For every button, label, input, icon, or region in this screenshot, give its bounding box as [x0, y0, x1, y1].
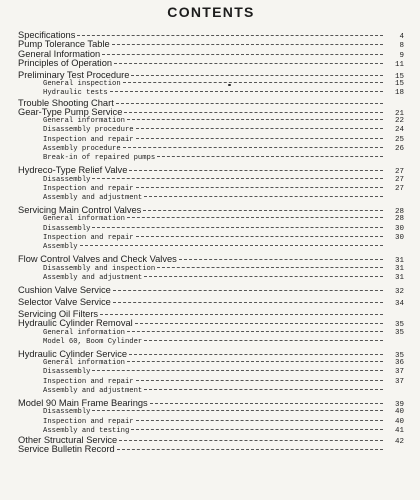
- toc-entry-label: Trouble Shooting Chart: [18, 97, 114, 108]
- dot-leader: [110, 90, 383, 92]
- toc-page-number: 40: [394, 408, 404, 417]
- toc-subentry: [18, 408, 404, 417]
- toc-entry: [18, 71, 404, 80]
- dot-leader: [92, 369, 383, 371]
- toc-entry-label: Assembly and adjustment: [43, 386, 143, 395]
- dot-leader: [157, 266, 383, 268]
- toc-subentry: [18, 136, 404, 145]
- dot-leader: [136, 137, 383, 139]
- toc-entry: [18, 298, 404, 307]
- dot-leader: [114, 62, 383, 64]
- dot-leader: [136, 235, 383, 237]
- toc-entry-label: Servicing Oil Filters: [18, 309, 99, 320]
- toc-page-number: 37: [394, 377, 404, 386]
- toc-page-number: 35: [394, 351, 404, 360]
- dot-leader: [135, 322, 383, 324]
- toc-page-number: 30: [394, 233, 404, 242]
- toc-page-number: 31: [394, 257, 404, 266]
- toc-entry-label: Break-in of repaired pumps: [43, 154, 156, 163]
- toc-entry-label: Assembly procedure: [43, 144, 121, 153]
- dot-leader: [136, 419, 383, 421]
- toc-subentry: [18, 338, 404, 347]
- toc-page-number: 27: [394, 175, 404, 184]
- dot-leader: [102, 53, 383, 55]
- toc-entry-label: Assembly and adjustment: [43, 194, 143, 203]
- dot-leader: [150, 402, 383, 404]
- toc-page-number: 35: [394, 321, 404, 330]
- page-title: CONTENTS: [167, 4, 255, 20]
- dot-leader: [113, 289, 383, 291]
- toc-entry-label: Disassembly: [43, 408, 91, 417]
- toc-entry-label: Other Structural Service: [18, 435, 118, 446]
- dot-leader: [127, 118, 383, 120]
- dot-leader: [136, 379, 383, 381]
- toc-entry-label: Inspection and repair: [43, 417, 134, 426]
- toc-entry-label: General Information: [18, 48, 101, 59]
- toc-entry-label: Disassembly and inspection: [43, 264, 156, 273]
- toc-page-number: 15: [394, 72, 404, 81]
- dot-leader: [112, 43, 383, 45]
- dot-leader: [113, 301, 383, 303]
- toc-entry-label: Cushion Valve Service: [18, 284, 111, 295]
- dot-leader: [80, 244, 383, 246]
- toc-entry-label: Servicing Main Control Valves: [18, 205, 142, 216]
- toc-page-number: 9: [399, 51, 404, 60]
- toc-subentry: [18, 234, 404, 243]
- print-speck: [228, 84, 231, 86]
- toc-subentry: [18, 359, 404, 368]
- dot-leader: [144, 195, 383, 197]
- toc-page-number: 26: [394, 144, 404, 153]
- toc-entry-label: Principles of Operation: [18, 57, 113, 68]
- toc-entry-label: General information: [43, 117, 125, 126]
- toc-page-number: 35: [394, 328, 404, 337]
- toc-subentry: [18, 418, 404, 427]
- toc-entry-label: Assembly and adjustment: [43, 273, 143, 282]
- toc-entry-label: Hydraulic Cylinder Removal: [18, 318, 133, 329]
- dot-leader: [124, 111, 383, 113]
- toc-page-number: 28: [394, 208, 404, 217]
- toc-page-number: 21: [394, 109, 404, 118]
- toc-entry-label: Gear-Type Pump Service: [18, 106, 123, 117]
- toc-entry-label: Model 90 Main Frame Bearings: [18, 398, 148, 408]
- toc-entry-label: Hydraulic tests: [43, 89, 108, 98]
- toc-page-number: 37: [394, 368, 404, 377]
- toc-subentry: [18, 243, 404, 252]
- toc-page-number: 40: [394, 417, 404, 426]
- toc-entry-label: Hydraulic Cylinder Service: [18, 348, 128, 359]
- toc-page-number: 25: [394, 135, 404, 144]
- dot-leader: [179, 258, 383, 260]
- toc-page-number: 15: [394, 80, 404, 89]
- dot-leader: [127, 216, 383, 218]
- toc-subentry: [18, 80, 404, 89]
- toc-page-number: 4: [399, 33, 404, 41]
- toc-entry-label: Selector Valve Service: [18, 296, 111, 307]
- dot-leader: [92, 409, 383, 411]
- toc-entry-label: Inspection and repair: [43, 233, 134, 242]
- toc-page-number: 8: [399, 42, 404, 51]
- toc-entry: [18, 350, 404, 359]
- toc-entry-label: Disassembly: [43, 224, 91, 233]
- toc-entry-label: Preliminary Test Procedure: [18, 69, 130, 80]
- toc-entry-label: General information: [43, 328, 125, 337]
- toc-subentry: [18, 176, 404, 185]
- toc-entry: [18, 206, 404, 215]
- dot-leader: [136, 186, 383, 188]
- toc-subentry: [18, 117, 404, 126]
- toc-entry: [18, 319, 404, 328]
- toc-page-number: 31: [394, 273, 404, 282]
- dot-leader: [123, 81, 383, 83]
- toc-entry-label: Assembly and testing: [43, 426, 130, 435]
- toc-entry-label: Assembly: [43, 243, 78, 252]
- toc-page-number: 28: [394, 215, 404, 224]
- table-of-contents: [18, 31, 404, 455]
- toc-entry-label: Inspection and repair: [43, 377, 134, 386]
- toc-entry-label: Disassembly: [43, 175, 91, 184]
- toc-subentry: [18, 274, 404, 283]
- toc-entry-label: Specifications: [18, 30, 76, 40]
- toc-subentry: [18, 145, 404, 154]
- toc-entry: [18, 108, 404, 117]
- toc-page-number: 32: [394, 287, 404, 296]
- toc-subentry: [18, 378, 404, 387]
- dot-leader: [144, 275, 383, 277]
- dot-leader: [131, 428, 383, 430]
- toc-entry-label: Pump Tolerance Table: [18, 39, 110, 50]
- toc-page-number: 31: [394, 264, 404, 273]
- dot-leader: [136, 127, 383, 129]
- toc-page-number: 27: [394, 184, 404, 193]
- dot-leader: [144, 388, 383, 390]
- toc-entry-label: General information: [43, 215, 125, 224]
- toc-subentry: [18, 387, 404, 396]
- dot-leader: [157, 155, 383, 157]
- toc-subentry: [18, 329, 404, 338]
- toc-page-number: 34: [394, 299, 404, 308]
- dot-leader: [116, 102, 383, 104]
- dot-leader: [129, 169, 383, 171]
- dot-leader: [127, 330, 383, 332]
- dot-leader: [100, 313, 383, 315]
- dot-leader: [77, 34, 383, 36]
- toc-entry-label: Disassembly procedure: [43, 126, 134, 135]
- toc-subentry: [18, 126, 404, 135]
- dot-leader: [119, 439, 383, 441]
- toc-page-number: 36: [394, 359, 404, 368]
- dot-leader: [127, 360, 383, 362]
- dot-leader: [143, 209, 383, 211]
- toc-subentry: [18, 265, 404, 274]
- toc-entry: [18, 445, 404, 454]
- toc-page-number: 18: [394, 89, 404, 98]
- toc-entry: [18, 255, 404, 264]
- toc-entry: [18, 166, 404, 175]
- toc-page-number: 24: [394, 126, 404, 135]
- toc-entry: [18, 59, 404, 68]
- dot-leader: [131, 74, 383, 76]
- dot-leader: [123, 146, 383, 148]
- dot-leader: [144, 339, 383, 341]
- toc-page-number: 11: [394, 60, 404, 69]
- toc-entry-label: Inspection and repair: [43, 184, 134, 193]
- toc-entry-label: Flow Control Valves and Check Valves: [18, 254, 177, 265]
- toc-subentry: [18, 225, 404, 234]
- toc-subentry: [18, 185, 404, 194]
- dot-leader: [92, 226, 383, 228]
- dot-leader: [129, 353, 383, 355]
- toc-entry-label: Model 60, Boom Cylinder: [43, 337, 143, 346]
- toc-entry-label: General inspection: [43, 80, 121, 89]
- toc-subentry: [18, 368, 404, 377]
- toc-entry: [18, 399, 404, 408]
- toc-subentry: [18, 154, 404, 163]
- toc-subentry: [18, 215, 404, 224]
- toc-page-number: 42: [394, 438, 404, 447]
- toc-page-number: 39: [394, 401, 404, 409]
- toc-entry-label: Inspection and repair: [43, 135, 134, 144]
- toc-entry-label: Service Bulletin Record: [18, 444, 115, 455]
- toc-page-number: 30: [394, 224, 404, 233]
- toc-entry-label: Disassembly: [43, 368, 91, 377]
- dot-leader: [92, 177, 383, 179]
- toc-entry-label: General information: [43, 359, 125, 368]
- toc-page-number: 22: [394, 117, 404, 126]
- toc-subentry: [18, 194, 404, 203]
- toc-page-number: 27: [394, 168, 404, 177]
- toc-entry-label: Hydreco-Type Relief Valve: [18, 165, 128, 176]
- toc-page-number: 41: [394, 426, 404, 435]
- dot-leader: [117, 448, 383, 450]
- toc-entry: [18, 286, 404, 295]
